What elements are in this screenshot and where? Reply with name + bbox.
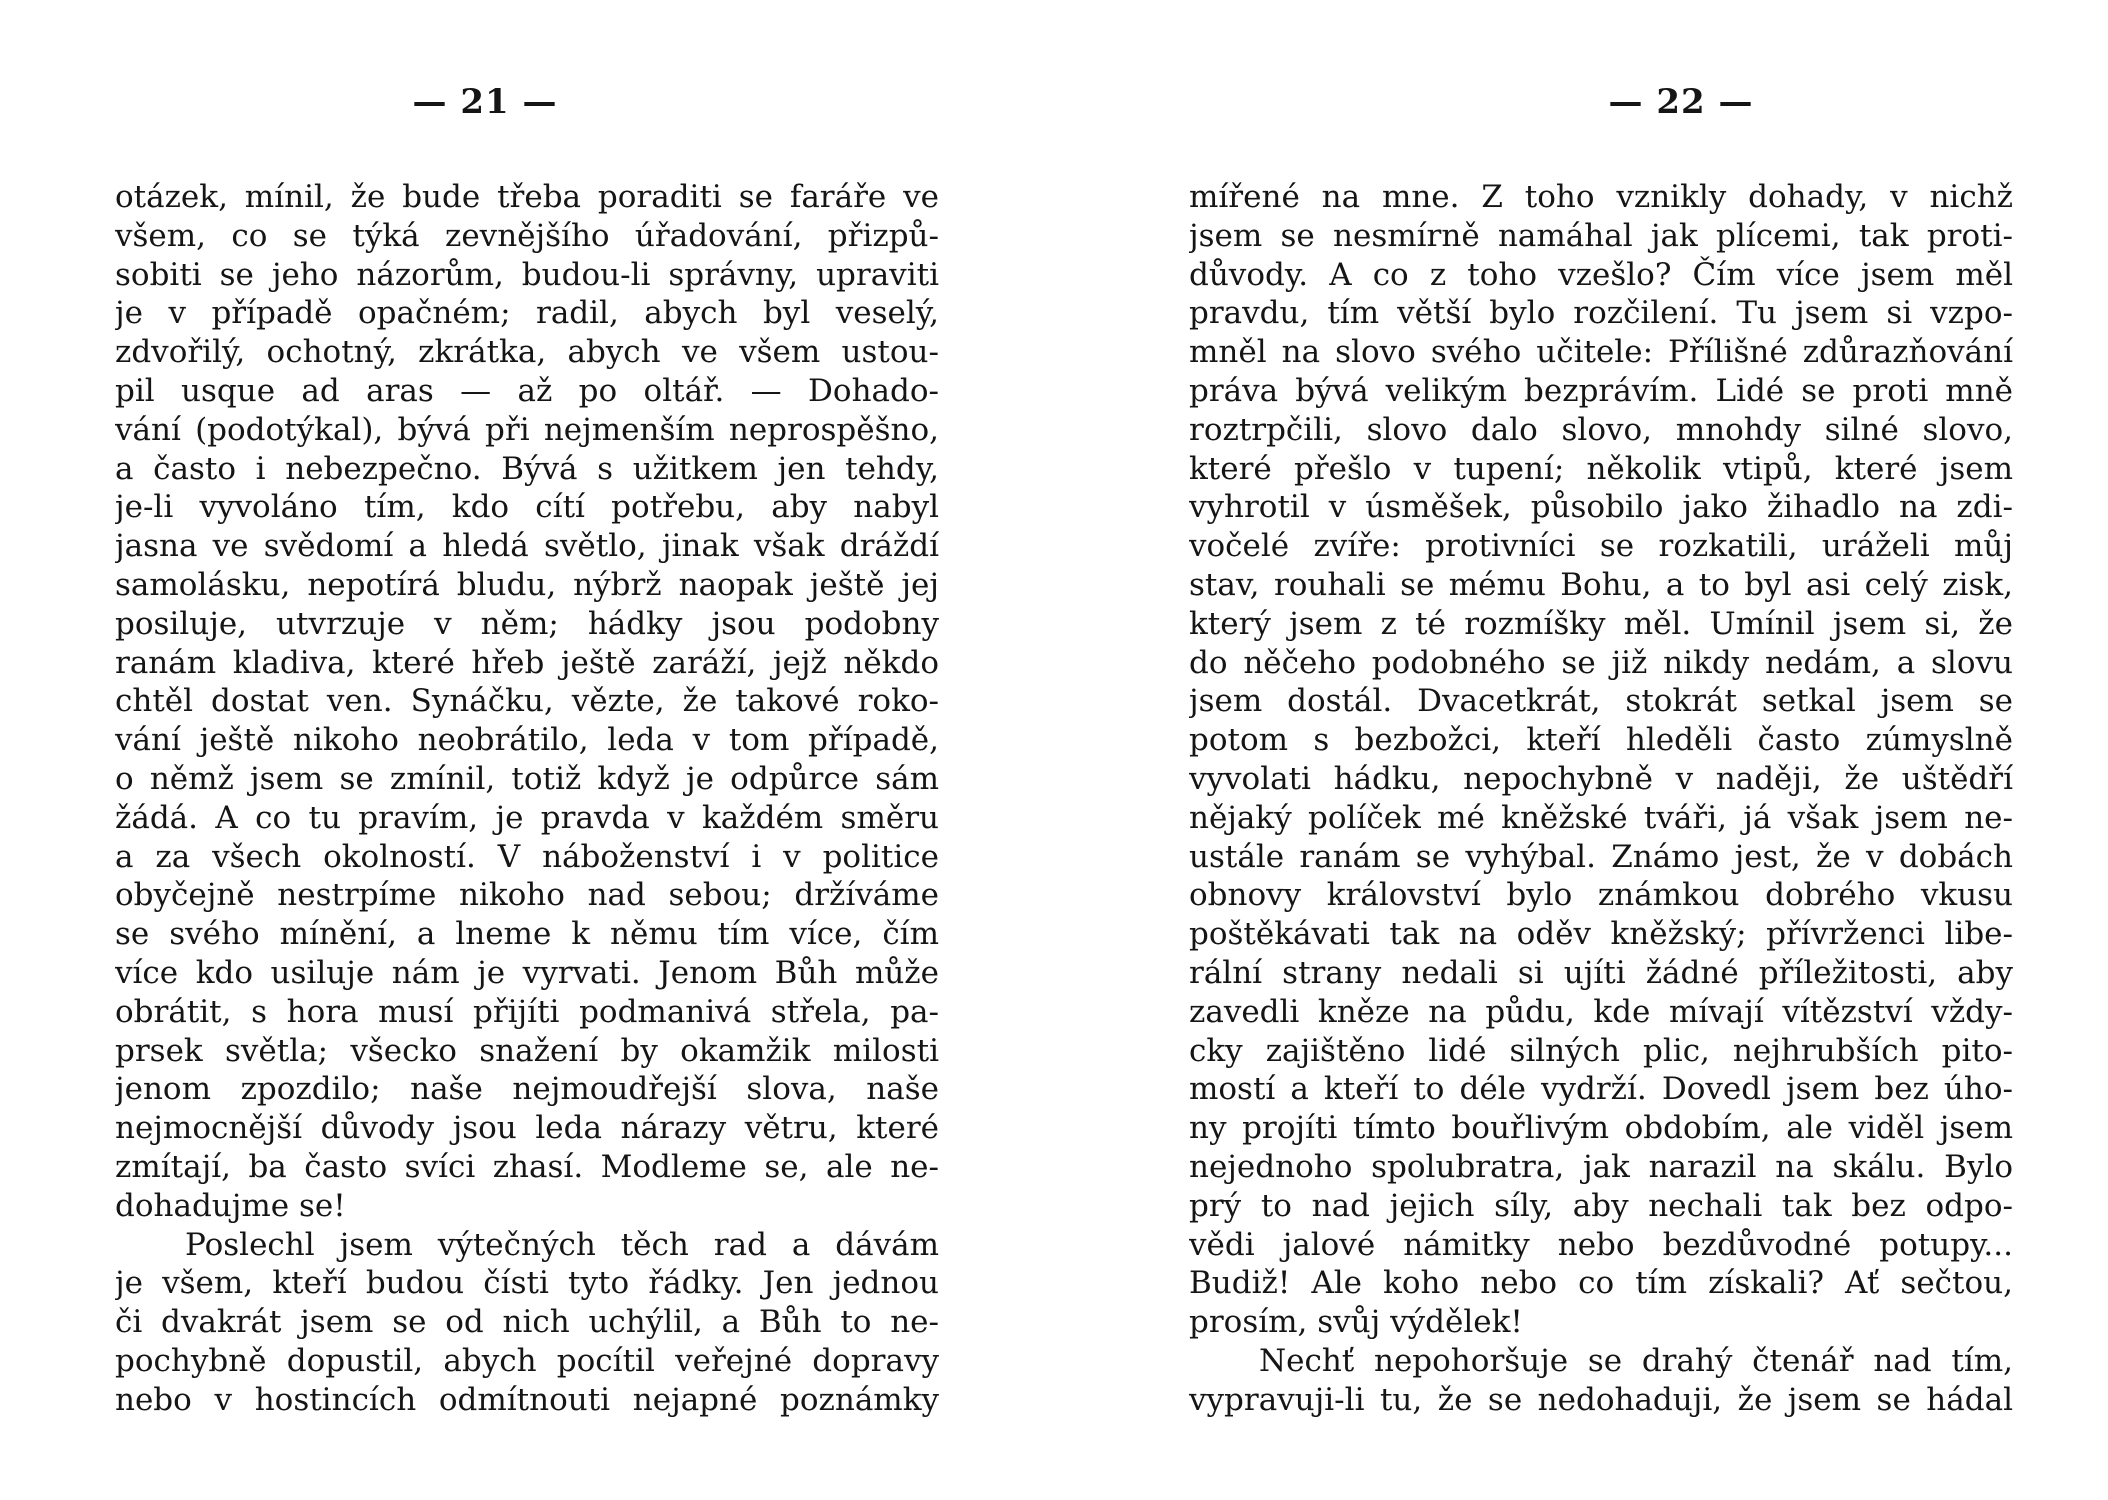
text-line: jasna ve svědomí a hledá světlo, jinak však dráždí — [115, 528, 939, 565]
text-line: rální strany nedali si ujíti žádné příležitosti, aby — [1189, 954, 2013, 991]
text-line: dohadujme se! — [115, 1187, 346, 1224]
text-line: všem, co se týká zevnějšího úřadování, přizpů- — [115, 217, 939, 254]
text-line: jenom zpozdilo; naše nejmoudřejší slova, naše — [115, 1071, 939, 1108]
text-line: nějaký políček mé kněžské tváři, já však jsem ne- — [1189, 799, 2013, 836]
text-line: vědi jalové námitky nebo bezdůvodné potupy... — [1189, 1226, 2013, 1263]
text-line: Poslechl jsem výtečných těch rad a dávám — [185, 1226, 939, 1263]
text-line: je všem, kteří budou čísti tyto řádky. Jen jednou — [115, 1265, 939, 1302]
text-line: mířené na mne. Z toho vznikly dohady, v nichž — [1189, 179, 2013, 215]
text-line: je v případě opačném; radil, abych byl veselý, — [115, 295, 939, 332]
text-line: žádá. A co tu pravím, je pravda v každém směru — [115, 799, 939, 836]
text-line: se svého mínění, a lneme k němu tím více, čím — [115, 916, 939, 953]
text-line: mostí a kteří to déle vydrží. Dovedl jsem bez úho- — [1189, 1071, 2013, 1108]
text-line: Budiž! Ale koho nebo co tím získali? Ať sečtou, — [1189, 1265, 2013, 1302]
text-line: stav, rouhali se mému Bohu, a to byl asi celý zisk, — [1189, 566, 2013, 603]
text-line: otázek, mínil, že bude třeba poraditi se faráře ve — [115, 179, 939, 215]
text-line: nejmocnější důvody jsou leda nárazy větru, které — [115, 1110, 939, 1147]
text-line: vyvolati hádku, nepochybně v naději, že uštědří — [1189, 760, 2013, 797]
text-line: ranám kladiva, které hřeb ještě zaráží, jejž někdo — [115, 644, 939, 681]
text-line: nebo v hostincích odmítnouti nejapné poznámky — [115, 1381, 939, 1418]
page-text — [115, 178, 939, 1420]
text-line: chtěl dostat ven. Synáčku, vězte, že takové roko- — [115, 683, 939, 720]
text-line: zavedli kněze na půdu, kde mívají vítězství vždy- — [1189, 993, 2013, 1030]
text-line: Nechť nepohoršuje se drahý čtenář nad tím, — [1259, 1342, 2013, 1379]
text-line: ustále ranám se vyhýbal. Známo jest, že v dobách — [1189, 838, 2013, 875]
text-line: a za všech okolností. V náboženství i v politice — [115, 838, 939, 875]
text-line: nejednoho spolubratra, jak narazil na skálu. Bylo — [1189, 1148, 2013, 1185]
text-line: poštěkávati tak na oděv kněžský; přívrženci libe- — [1189, 916, 2013, 953]
text-line: obnovy království bylo známkou dobrého vkusu — [1189, 877, 2013, 914]
text-line: prý to nad jejich síly, aby nechali tak bez odpo- — [1189, 1187, 2013, 1224]
text-line: jsem dostál. Dvacetkrát, stokrát setkal jsem se — [1189, 683, 2013, 720]
page-text — [1189, 178, 2013, 1420]
text-line: práva bývá velikým bezprávím. Lidé se proti mně — [1189, 372, 2013, 409]
text-line: pravdu, tím větší bylo rozčilení. Tu jsem si vzpo- — [1189, 295, 2013, 332]
text-line: sobiti se jeho názorům, budou-li správny, upraviti — [115, 256, 939, 293]
text-line: pochybně dopustil, abych pocítil veřejné dopravy — [115, 1342, 939, 1379]
text-line: či dvakrát jsem se od nich uchýlil, a Bůh to ne- — [115, 1304, 939, 1341]
text-line: vyhrotil v úsměšek, působilo jako žihadlo na zdi- — [1189, 489, 2013, 526]
text-line: pil usque ad aras — až po oltář. — Dohado- — [115, 372, 939, 409]
text-line: který jsem z té rozmíšky měl. Umínil jsem si, že — [1189, 605, 2013, 642]
text-line: prosím, svůj výdělek! — [1189, 1304, 1523, 1341]
text-line: vání (podotýkal), bývá při nejmenším neprospěšno, — [115, 411, 939, 448]
text-line: prsek světla; všecko snažení by okamžik milosti — [115, 1032, 939, 1069]
text-line: o němž jsem se zmínil, totiž když je odpůrce sám — [115, 760, 939, 797]
text-line: obrátit, s hora musí přijíti podmanivá střela, pa- — [115, 993, 939, 1030]
text-line: jsem se nesmírně namáhal jak plícemi, tak proti- — [1189, 217, 2013, 254]
text-line: potom s bezbožci, kteří hleděli často zúmyslně — [1189, 722, 2013, 759]
text-line: ny projíti tímto bouřlivým obdobím, ale viděl jsem — [1189, 1110, 2013, 1147]
text-line: zdvořilý, ochotný, zkrátka, abych ve všem ustou- — [115, 334, 939, 371]
page-number: — 22 — — [1608, 82, 1754, 122]
page-number: — 21 — — [412, 82, 558, 122]
text-line: je-li vyvoláno tím, kdo cítí potřebu, aby nabyl — [115, 489, 939, 526]
text-line: zmítají, ba často svíci zhasí. Modleme se, ale ne- — [115, 1148, 939, 1185]
text-line: vání ještě nikoho neobrátilo, leda v tom případě, — [115, 722, 939, 759]
text-line: vočelé zvíře: protivníci se rozkatili, uráželi můj — [1189, 528, 2013, 565]
text-line: a často i nebezpečno. Bývá s užitkem jen tehdy, — [115, 450, 939, 487]
text-line: cky zajištěno lidé silných plic, nejhrubších pito- — [1189, 1032, 2013, 1069]
text-line: vypravuji-li tu, že se nedohaduji, že jsem se hádal — [1189, 1381, 2013, 1418]
text-line: které přešlo v tupení; několik vtipů, které jsem — [1189, 450, 2013, 487]
text-line: roztrpčili, slovo dalo slovo, mnohdy silné slovo, — [1189, 411, 2013, 448]
text-line: samolásku, nepotírá bludu, nýbrž naopak ještě jej — [115, 566, 939, 603]
text-line: posiluje, utvrzuje v něm; hádky jsou podobny — [115, 605, 939, 642]
text-line: obyčejně nestrpíme nikoho nad sebou; držíváme — [115, 877, 939, 914]
text-line: důvody. A co z toho vzešlo? Čím více jsem měl — [1189, 256, 2013, 293]
text-line: více kdo usiluje nám je vyrvati. Jenom Bůh může — [115, 954, 939, 991]
text-line: mněl na slovo svého učitele: Přílišné zdůrazňování — [1189, 334, 2013, 371]
text-line: do něčeho podobného se již nikdy nedám, a slovu — [1189, 644, 2013, 681]
